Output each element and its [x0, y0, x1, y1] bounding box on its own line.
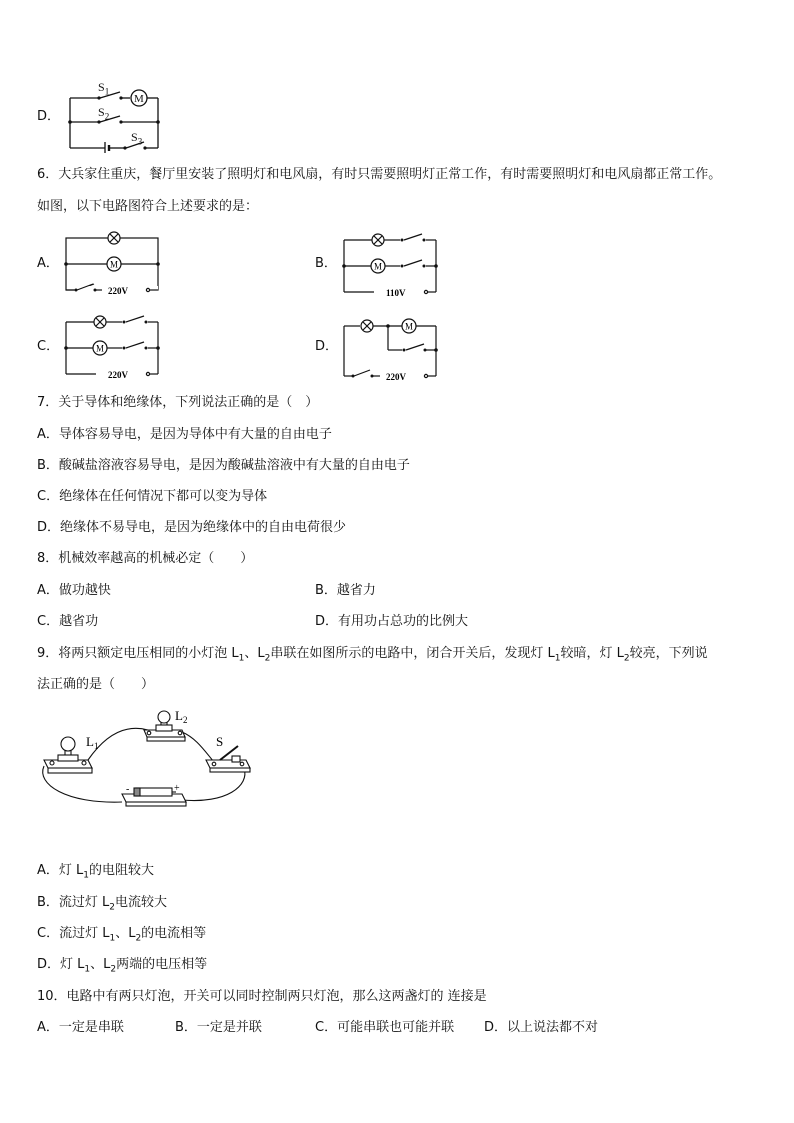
q7-stem: 7．关于导体和绝缘体，下列说法正确的是（ ） [37, 395, 319, 410]
voltage-label-c: 220V [108, 370, 128, 380]
q9-option-b: B．流过灯 $L_2$电流较大 [37, 895, 168, 913]
l1-label: $L_1$ [86, 734, 99, 751]
q8-option-d: D．有用功占总功的比例大 [315, 614, 469, 629]
q6-circuit-c [58, 312, 168, 382]
l2-label: $L_2$ [175, 708, 188, 725]
q5-option-d-label: D． [37, 109, 61, 124]
q10-option-c: C．可能串联也可能并联 [315, 1020, 455, 1035]
q5-option-d-circuit [60, 78, 170, 153]
q6-label-c: C． [37, 339, 60, 354]
q9-stem-line2: 法正确的是（ ） [37, 677, 155, 692]
q9-option-d: D．灯 $L_1$、$L_2$两端的电压相等 [37, 957, 208, 975]
q8-option-b: B．越省力 [315, 583, 376, 598]
q7-option-b: B．酸碱盐溶液容易导电，是因为酸碱盐溶液中有大量的自由电子 [37, 458, 410, 473]
q6-circuit-a [58, 228, 168, 298]
s2-label: $S_2$ [98, 105, 110, 122]
motor-label: M [404, 321, 414, 332]
q10-option-b: B．一定是并联 [175, 1020, 262, 1035]
q9-option-a: A．灯 $L_1$的电阻较大 [37, 863, 155, 881]
q9-stem-line1: 9．将两只额定电压相同的小灯泡 $L_1$、$L_2$串联在如图所示的电路中，闭合开关后，发现灯 $L_1$较暗，灯 $L_2$较亮，下列说 [37, 646, 708, 664]
motor-label: M [373, 261, 383, 272]
voltage-label-d: 220V [386, 372, 406, 382]
q8-stem: 8．机械效率越高的机械必定（ ） [37, 551, 254, 566]
q6-circuit-d [336, 312, 446, 382]
q10-stem: 10．电路中有两只灯泡，开关可以同时控制两只灯泡，那么这两盏灯的 连接是 [37, 989, 487, 1004]
voltage-label-b: 110V [386, 288, 406, 298]
q8-option-c: C．越省功 [37, 614, 99, 629]
q6-label-b: B． [315, 256, 337, 271]
switch-label: S [216, 734, 224, 749]
s3-label: $S_3$ [131, 130, 143, 147]
battery-plus: + [174, 783, 180, 794]
q7-option-d: D．绝缘体不易导电，是因为绝缘体中的自由电荷很少 [37, 520, 347, 535]
q6-stem-line2: 如图，以下电路图符合上述要求的是： [37, 199, 259, 214]
q7-option-a: A．导体容易导电，是因为导体中有大量的自由电子 [37, 427, 332, 442]
q7-option-c: C．绝缘体在任何情况下都可以变为导体 [37, 489, 268, 504]
q9-option-c: C．流过灯 $L_1$、$L_2$的电流相等 [37, 926, 207, 944]
q10-option-d: D．以上说法都不对 [484, 1020, 599, 1035]
s1-label: $S_1$ [98, 80, 110, 97]
q6-label-a: A． [37, 256, 59, 271]
motor-label: M [95, 343, 105, 354]
voltage-label-a: 220V [108, 286, 128, 296]
battery-minus: - [126, 784, 130, 795]
q6-stem-line1: 6．大兵家住重庆，餐厅里安装了照明灯和电风扇，有时只需要照明灯正常工作，有时需要照明灯和电风扇都正常工作。 [37, 167, 722, 182]
motor-label: M [109, 259, 119, 270]
q10-option-a: A．一定是串联 [37, 1020, 124, 1035]
motor-label: M [134, 93, 144, 105]
q6-label-d: D． [315, 339, 339, 354]
q6-circuit-b [336, 230, 446, 298]
q9-circuit-figure [36, 704, 256, 816]
q8-option-a: A．做功越快 [37, 583, 111, 598]
